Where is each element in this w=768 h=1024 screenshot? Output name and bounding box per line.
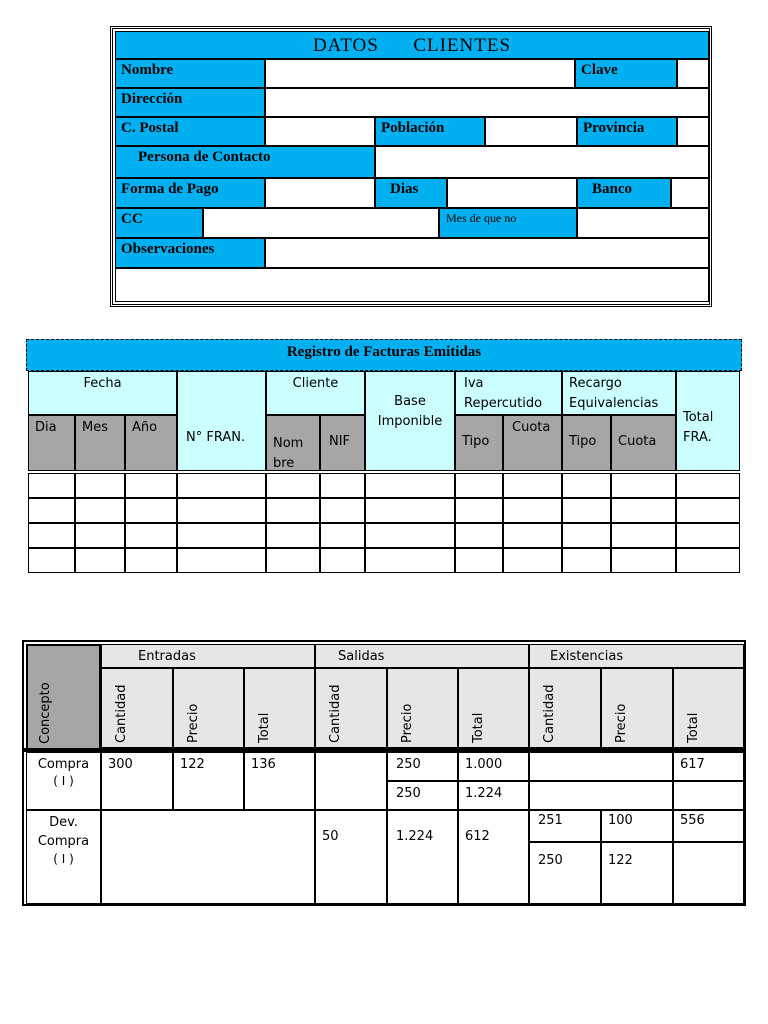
registro-cell[interactable] <box>320 548 365 573</box>
recargo-line1: Recargo <box>569 376 622 391</box>
provincia-field[interactable] <box>677 117 709 146</box>
registro-cell[interactable] <box>562 498 611 523</box>
registro-cell[interactable] <box>365 498 455 523</box>
nombre-header <box>266 415 320 471</box>
inv-subheader-label: Precio <box>400 703 415 743</box>
total-line1: Total <box>683 410 714 425</box>
concepto-label: Concepto <box>38 682 53 744</box>
registro-cell[interactable] <box>177 498 266 523</box>
registro-cell[interactable] <box>611 523 676 548</box>
registro-cell[interactable] <box>455 548 503 573</box>
dev-x-total-1: 556 <box>673 810 744 842</box>
registro-cell[interactable] <box>611 498 676 523</box>
s-precio-1: 250 <box>387 752 458 781</box>
poblacion-label: Población <box>375 117 485 146</box>
iva-line2: Repercutido <box>464 396 543 411</box>
inv-subheader-precio <box>601 668 673 748</box>
s-total-2: 1.224 <box>458 781 529 810</box>
registro-cell[interactable] <box>177 523 266 548</box>
forma-pago-label: Forma de Pago <box>115 178 265 208</box>
cliente-header: Cliente <box>266 371 365 415</box>
e-cantidad-1: 300 <box>101 752 173 810</box>
e-total-1: 136 <box>244 752 315 810</box>
persona-contacto-label: Persona de Contacto <box>115 146 375 178</box>
registro-cell[interactable] <box>455 473 503 498</box>
registro-cell[interactable] <box>28 548 75 573</box>
forma-pago-field[interactable] <box>265 178 375 208</box>
inv-subheader-total <box>244 668 315 748</box>
registro-cell[interactable] <box>75 473 125 498</box>
registro-cell[interactable] <box>562 523 611 548</box>
observaciones-field[interactable] <box>265 238 709 268</box>
x-cantidad-precio-1 <box>529 752 673 781</box>
registro-facturas-table <box>26 339 742 579</box>
recargo-line2: Equivalencias <box>569 396 659 411</box>
registro-cell[interactable] <box>611 473 676 498</box>
x-total-1: 617 <box>673 752 744 781</box>
registro-cell[interactable] <box>266 473 320 498</box>
registro-cell[interactable] <box>503 498 562 523</box>
clave-field[interactable] <box>677 59 709 88</box>
registro-cell[interactable] <box>125 498 177 523</box>
registro-cell[interactable] <box>676 548 740 573</box>
inv-subheader-precio <box>173 668 244 748</box>
registro-cell[interactable] <box>125 473 177 498</box>
iva-line1: Iva <box>464 376 484 391</box>
banco-field[interactable] <box>671 178 709 208</box>
mes-de-que-no-field[interactable] <box>577 208 709 238</box>
registro-title: Registro de Facturas Emitidas <box>26 339 742 371</box>
nombre-line2: bre <box>273 456 295 471</box>
registro-cell[interactable] <box>455 523 503 548</box>
registro-cell[interactable] <box>503 548 562 573</box>
registro-cell[interactable] <box>676 523 740 548</box>
clave-label: Clave <box>575 59 677 88</box>
direccion-label: Dirección <box>115 88 265 117</box>
iva-cuota-header: Cuota <box>503 415 562 471</box>
nombre-line1: Nom <box>273 436 304 451</box>
cpostal-label: C. Postal <box>115 117 265 146</box>
inv-subheader-cantidad <box>101 668 173 748</box>
registro-cell[interactable] <box>320 473 365 498</box>
nombre-field[interactable] <box>265 59 575 88</box>
compra-sub: ( I ) <box>53 774 74 788</box>
x-total-2 <box>673 781 744 810</box>
registro-cell[interactable] <box>75 548 125 573</box>
dev-compra-concepto <box>26 810 101 904</box>
poblacion-field[interactable] <box>485 117 577 146</box>
registro-cell[interactable] <box>75 498 125 523</box>
registro-cell[interactable] <box>676 473 740 498</box>
dias-label: Dias <box>375 178 447 208</box>
base-line1: Base <box>394 394 426 409</box>
provincia-label: Provincia <box>577 117 677 146</box>
observaciones-extra-field[interactable] <box>115 268 709 302</box>
s-total-1: 1.000 <box>458 752 529 781</box>
inv-subheader-total <box>458 668 529 748</box>
registro-cell[interactable] <box>125 548 177 573</box>
registro-cell[interactable] <box>125 523 177 548</box>
cc-label: CC <box>115 208 203 238</box>
inv-subheader-cantidad <box>529 668 601 748</box>
registro-cell[interactable] <box>676 498 740 523</box>
cc-field[interactable] <box>203 208 439 238</box>
dev-x-precio-1: 100 <box>601 810 673 842</box>
registro-cell[interactable] <box>562 548 611 573</box>
registro-cell[interactable] <box>177 548 266 573</box>
dev-x-precio-2: 122 <box>601 842 673 904</box>
s-precio-2: 250 <box>387 781 458 810</box>
total-line2: FRA. <box>683 430 712 445</box>
inv-subheader-label: Cantidad <box>328 684 343 743</box>
registro-cell[interactable] <box>177 473 266 498</box>
dev-label: Dev. <box>49 815 78 830</box>
compra-label: Compra <box>37 757 90 772</box>
inv-subheader-label: Precio <box>614 703 629 743</box>
nombre-label: Nombre <box>115 59 265 88</box>
registro-cell[interactable] <box>75 523 125 548</box>
e-precio-1: 122 <box>173 752 244 810</box>
inv-subheader-label: Cantidad <box>114 684 129 743</box>
dev-compra-label: Compra <box>37 834 90 849</box>
banco-label: Banco <box>577 178 671 208</box>
registro-cell[interactable] <box>320 523 365 548</box>
base-imponible-header <box>365 371 455 471</box>
registro-cell[interactable] <box>266 523 320 548</box>
inventario-table <box>22 640 746 906</box>
observaciones-label: Observaciones <box>115 238 265 268</box>
entradas-header: Entradas <box>101 644 315 668</box>
total-fra-header <box>676 371 740 471</box>
registro-cell[interactable] <box>266 548 320 573</box>
mes-de-que-no-label: Mes de que no <box>439 208 577 238</box>
dev-entradas <box>101 810 315 904</box>
dev-x-total-2 <box>673 842 744 904</box>
base-line2: Imponible <box>377 414 443 429</box>
registro-cell[interactable] <box>562 473 611 498</box>
persona-contacto-field[interactable] <box>375 146 709 178</box>
fecha-header: Fecha <box>28 371 177 415</box>
registro-cell[interactable] <box>28 473 75 498</box>
registro-cell[interactable] <box>365 548 455 573</box>
compra-concepto <box>26 752 101 810</box>
nfran-header: N° FRAN. <box>177 371 266 471</box>
nif-header: NIF <box>320 415 365 471</box>
cpostal-field[interactable] <box>265 117 375 146</box>
iva-tipo-header: Tipo <box>455 415 503 471</box>
dev-s-cantidad: 50 <box>315 810 387 904</box>
registro-cell[interactable] <box>320 498 365 523</box>
datos-clientes-form <box>110 26 712 307</box>
inv-subheader-label: Precio <box>186 703 201 743</box>
mes-header: Mes <box>75 415 125 471</box>
direccion-field[interactable] <box>265 88 709 117</box>
registro-cell[interactable] <box>365 473 455 498</box>
inv-subheader-label: Total <box>471 712 486 743</box>
registro-cell[interactable] <box>611 548 676 573</box>
inv-subheader-label: Total <box>257 712 272 743</box>
registro-cell[interactable] <box>365 523 455 548</box>
salidas-header: Salidas <box>315 644 529 668</box>
registro-cell[interactable] <box>28 498 75 523</box>
inv-subheader-label: Cantidad <box>542 684 557 743</box>
registro-cell[interactable] <box>503 473 562 498</box>
registro-cell[interactable] <box>266 498 320 523</box>
anio-header: Año <box>125 415 177 471</box>
dev-s-total: 612 <box>458 810 529 904</box>
dev-sub: ( I ) <box>53 852 74 866</box>
inv-subheader-total <box>673 668 744 748</box>
registro-cell[interactable] <box>28 523 75 548</box>
registro-cell[interactable] <box>455 498 503 523</box>
dias-field[interactable] <box>447 178 577 208</box>
s-cantidad-1 <box>315 752 387 810</box>
x-empty-2 <box>529 781 673 810</box>
recargo-header <box>562 371 676 415</box>
registro-cell[interactable] <box>503 523 562 548</box>
dev-s-precio: 1.224 <box>387 810 458 904</box>
clientes-title: DATOS CLIENTES <box>115 31 709 59</box>
iva-header <box>455 371 562 415</box>
dev-x-cantidad-1: 251 <box>529 810 601 842</box>
recargo-tipo-header: Tipo <box>562 415 611 471</box>
inv-subheader-precio <box>387 668 458 748</box>
concepto-header <box>26 644 101 750</box>
dia-header: Dia <box>28 415 75 471</box>
recargo-cuota-header: Cuota <box>611 415 676 471</box>
inv-subheader-label: Total <box>686 712 701 743</box>
inv-subheader-cantidad <box>315 668 387 748</box>
dev-x-cantidad-2: 250 <box>529 842 601 904</box>
existencias-header: Existencias <box>529 644 744 668</box>
